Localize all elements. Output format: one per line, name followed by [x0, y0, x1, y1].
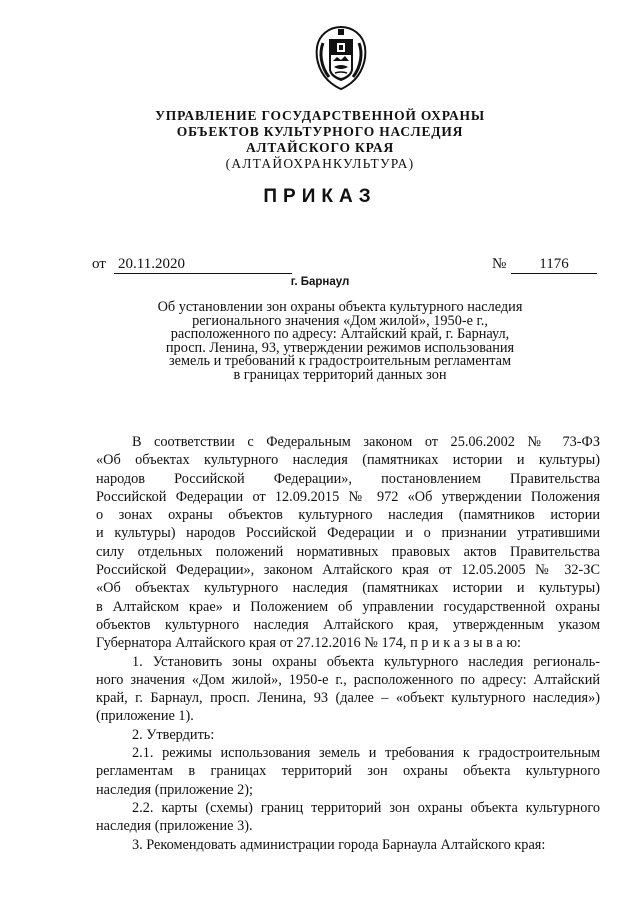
agency-name-line-1: УПРАВЛЕНИЕ ГОСУДАРСТВЕННОЙ ОХРАНЫ [155, 108, 485, 123]
agency-abbreviation: (АЛТАЙОХРАНКУЛЬТУРА) [225, 156, 415, 171]
body-text-line: 3. Рекомендовать администрации города Барнаула Алтайского края: [132, 836, 546, 853]
document-type-title: ПРИКАЗ [263, 186, 377, 207]
body-text-line: наследия (приложение 3). [96, 818, 253, 835]
body-text-line: и культуры) народов Российской Федерации и о признании утратившими [96, 525, 600, 542]
body-text-line: ного значения «Дом жилой», 1950-е г., расположенного по адресу: Алтайский [96, 671, 600, 688]
body-text-line: Российской Федерации», законом Алтайского края от 12.05.2005 № 32-ЗС [96, 562, 600, 579]
coat-of-arms-emblem [311, 25, 371, 91]
document-date: 20.11.2020 [114, 256, 292, 274]
body-text-line: 2.1. режимы использования земель и требования к градостроительным [132, 745, 600, 762]
subject-line: регионального значения «Дом жилой», 1950-е г., [192, 312, 488, 329]
body-text-line: край, г. Барнаул, просп. Ленина, 93 (далее – «объект культурного наследия») [96, 690, 600, 707]
body-text-line: Губернатора Алтайского края от 27.12.2016 № 174, п р и к а з ы в а ю: [96, 635, 521, 652]
number-label: № [492, 256, 507, 272]
agency-header [0, 108, 640, 172]
body-text-line: в Алтайском крае» и Положением об управлении государственной охраны [96, 598, 600, 615]
issue-city: г. Барнаул [290, 276, 350, 288]
body-text-line: народов Российской Федерации», постановлением Правительства [96, 470, 600, 487]
subject-line: расположенного по адресу: Алтайский край, г. Барнаул, [170, 326, 510, 343]
body-text-line: о зонах охраны объектов культурного наследия (памятников истории [96, 507, 600, 524]
body-text-line: 1. Установить зоны охраны объекта культурного наследия региональ- [132, 653, 600, 670]
body-text-line: (приложение 1). [96, 708, 194, 725]
body-text-line: 2.2. карты (схемы) границ территорий зон охраны объекта культурного [132, 799, 600, 816]
document-body [96, 433, 600, 854]
agency-name-line-2: ОБЪЕКТОВ КУЛЬТУРНОГО НАСЛЕДИЯ [176, 124, 464, 139]
body-text-line: силу отдельных положений нормативных правовых актов Правительства [96, 543, 600, 560]
agency-name-line-3: АЛТАЙСКОГО КРАЯ [245, 140, 395, 155]
body-text-line: наследия (приложение 2); [96, 781, 253, 798]
body-text-line: регламентам в границах территорий зон охраны объекта культурного [96, 763, 600, 780]
body-text-line: 2. Утвердить: [132, 726, 215, 743]
document-subject [130, 301, 550, 383]
body-text-line: Российской Федерации от 12.09.2015 № 972 «Об утверждении Положения [96, 488, 600, 505]
body-text-line: «Об объектах культурного наследия (памятниках истории и культуры) [96, 452, 600, 469]
subject-line: Об установлении зон охраны объекта культурного наследия [157, 299, 523, 315]
document-number: 1176 [511, 256, 597, 274]
subject-line: земель и требований к градостроительным регламентам [168, 353, 512, 370]
subject-line: просп. Ленина, 93, утверждении режимов использования [165, 339, 515, 356]
body-text-line: «Об объектах культурного наследия (памятниках истории и культуры) [96, 580, 600, 597]
subject-line: в границах территорий данных зон [233, 366, 447, 383]
date-number-line [92, 256, 600, 278]
date-label: от [92, 256, 106, 272]
body-text-line: объектов культурного наследия Алтайского края, утвержденным указом [96, 616, 600, 633]
body-text-line: В соответствии с Федеральным законом от 25.06.2002 № 73-ФЗ [132, 434, 600, 450]
